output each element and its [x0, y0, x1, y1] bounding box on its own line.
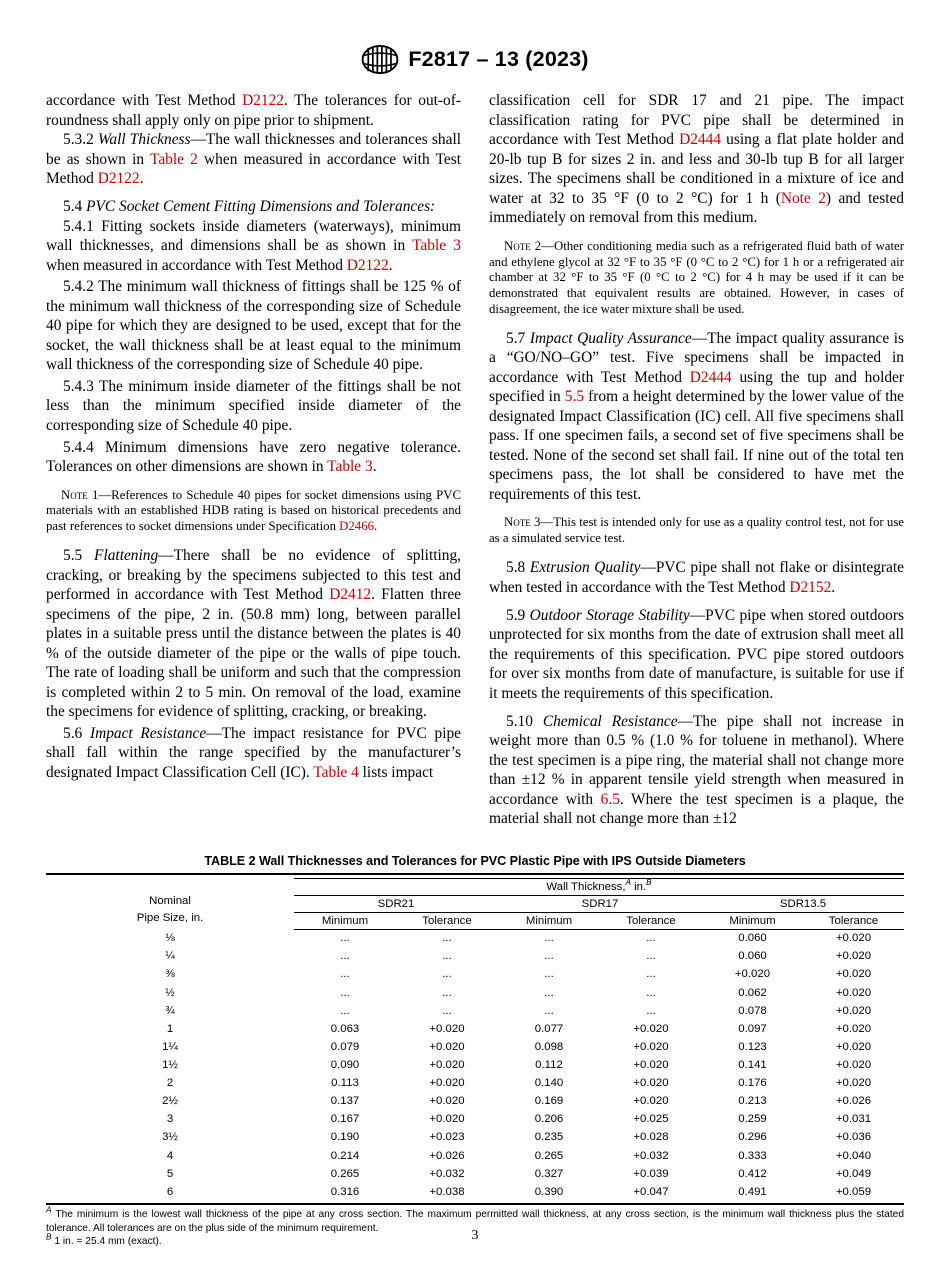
- table-row: [46, 930, 904, 949]
- text-run: . Where the test specimen is a plaque, the material shall not change more than ±12: [489, 790, 904, 828]
- cell-value: ...: [442, 1004, 452, 1017]
- text-run: classification cell for SDR 17 and 21 pipe. The impact classification rating for PVC pipe shall be determined in accordance with Test Method: [489, 92, 904, 149]
- table-row: [46, 1039, 904, 1057]
- column-header-minimum: Minimum: [498, 913, 600, 930]
- cell-value: ...: [544, 986, 554, 999]
- text-run: lists impact: [358, 763, 434, 781]
- ref-table-3[interactable]: Table 3: [327, 458, 373, 476]
- cell-value: +0.020: [835, 950, 872, 963]
- cell-value: ...: [340, 968, 350, 981]
- ref-d2122[interactable]: D2122: [346, 256, 389, 274]
- cell-value: ...: [442, 950, 452, 963]
- column-header-minimum: Minimum: [294, 913, 396, 930]
- cell-value: ...: [340, 1004, 350, 1017]
- spanner-label: Wall Thickness,: [546, 881, 626, 893]
- cell-value: ...: [544, 932, 554, 945]
- cell-value: +0.032: [429, 1167, 465, 1180]
- ref-table-4[interactable]: Table 4: [313, 763, 359, 781]
- cell-value: 0.123: [738, 1040, 767, 1053]
- cell-value: 0.412: [738, 1167, 767, 1180]
- text-run: —There shall be no evidence of splitting, cracking, or breaking by the specimens subjected to this test and performed in accordance with Test Method: [46, 546, 462, 604]
- cell-value: +0.020: [633, 1022, 669, 1035]
- note-number: 3: [530, 515, 541, 530]
- column-header-tolerance: Tolerance: [600, 913, 702, 930]
- text-run: —The impact resistance for PVC pipe shall fall within the range specified by the manufacturer’s designated Impact Classification Cell (IC).: [46, 724, 462, 781]
- note-2: [489, 239, 904, 318]
- cell-value: 0.062: [738, 986, 767, 999]
- cell-value: +0.026: [429, 1149, 465, 1162]
- section-number: 5.9: [506, 606, 530, 624]
- ref-d2122[interactable]: D2122: [242, 92, 284, 109]
- cell-value: +0.040: [835, 1149, 872, 1162]
- section-number: 5.5: [63, 546, 95, 564]
- paragraph-5-3-2: [46, 130, 461, 189]
- cell-value: +0.039: [633, 1167, 669, 1180]
- column-header-tolerance: Tolerance: [803, 913, 904, 930]
- cell-value: 0.079: [330, 1040, 360, 1053]
- spanner-row: [46, 879, 904, 896]
- cell-value: +0.020: [429, 1113, 465, 1126]
- section-number: 5.4: [63, 198, 87, 216]
- cell-pipe-size: ½: [165, 986, 175, 999]
- ref-d2122[interactable]: D2122: [97, 170, 140, 188]
- paragraph-5-4-4: [46, 438, 461, 477]
- cell-value: +0.020: [429, 1058, 465, 1071]
- cell-value: ...: [442, 968, 452, 981]
- cell-value: +0.020: [633, 1040, 669, 1053]
- cell-value: 0.060: [738, 932, 767, 945]
- paragraph-5-7: [489, 329, 904, 505]
- text-run: —This test is intended only for use as a quality control test, not for use as a simulated service test.: [489, 515, 904, 546]
- group-header-sdr17: SDR17: [498, 896, 702, 913]
- text-run: when measured in accordance with Test Method: [46, 150, 461, 188]
- paragraph-5-10: [489, 712, 904, 829]
- astm-logo-icon: [361, 44, 399, 75]
- cell-value: +0.020: [835, 968, 872, 981]
- cell-value: +0.020: [633, 1077, 669, 1090]
- table-row: [46, 1093, 904, 1111]
- text-run: —The impact quality assurance is a “GO/NO–GO” test. Five specimens shall be impacted in accordance with Test Method: [489, 329, 905, 386]
- group-header-sdr13-5: SDR13.5: [702, 896, 904, 913]
- text-run: .: [374, 519, 378, 534]
- section-title: Impact Resistance: [89, 724, 207, 742]
- text-run: 5.4.1 Fitting sockets inside diameters (waterways), minimum wall thicknesses, and dimensions shall be as shown in: [46, 217, 461, 255]
- cell-value: +0.036: [835, 1131, 872, 1144]
- paragraph-5-4: [46, 197, 461, 217]
- note-label: Note: [504, 515, 531, 530]
- cell-value: +0.032: [633, 1149, 669, 1162]
- text-run: accordance with Test Method: [46, 92, 243, 109]
- cell-value: +0.049: [835, 1167, 872, 1180]
- cell-pipe-size: 5: [166, 1167, 174, 1180]
- cell-value: +0.020: [429, 1077, 465, 1090]
- text-run: .: [388, 256, 393, 274]
- cell-value: 0.265: [534, 1149, 564, 1162]
- cell-value: 0.167: [330, 1113, 360, 1126]
- cell-pipe-size: ¼: [165, 950, 175, 963]
- page-header: [0, 44, 950, 75]
- cell-value: ...: [646, 986, 656, 999]
- ref-table-2[interactable]: Table 2: [150, 150, 198, 168]
- text-run: from a height determined by the lower value of the designated Impact Classification (IC) cell. All five specimens shall pass. If one specimen fails, a second set of five specimens shall be tested. None of the second set shall fail. If nine out of the total ten specimens pass, the lot shall be considered to have met the requirements of this test.: [489, 388, 905, 503]
- text-run: 5.4.4 Minimum dimensions have zero negative tolerance. Tolerances on other dimensions are shown in: [46, 438, 461, 476]
- section-title: Extrusion Quality: [529, 559, 641, 577]
- table-body: [46, 930, 904, 1205]
- cell-pipe-size: 1½: [162, 1058, 178, 1071]
- table-row: [46, 1147, 904, 1165]
- paragraph-continuation: [489, 91, 904, 228]
- text-run: —PVC pipe when stored outdoors unprotected for six months from the date of extrusion shall meet all the requirements of this specification. PVC pipe stored outdoors for over six months from date of manufacture, is suitable for use if it meets the requirements of this specification.: [489, 606, 905, 702]
- footnote-marker-a: A: [46, 1205, 52, 1216]
- text-run: —References to Schedule 40 pipes for socket dimensions using PVC materials with an established HDB rating is based on historical precedents and past references to socket dimensions under Specification: [46, 487, 461, 534]
- section-number: 5.6: [63, 724, 90, 742]
- ref-section-6-5[interactable]: 6.5: [600, 790, 620, 808]
- footnote-b-text: 1 in. = 25.4 mm (exact).: [51, 1236, 162, 1248]
- cell-value: 0.333: [738, 1149, 767, 1162]
- cell-value: +0.020: [429, 1095, 465, 1108]
- footnote-marker-a: A: [625, 878, 631, 888]
- cell-pipe-size: 4: [166, 1149, 174, 1162]
- cell-value: ...: [646, 950, 656, 963]
- table-title: TABLE 2 Wall Thicknesses and Tolerances for PVC Plastic Pipe with IPS Outside Diameters: [204, 854, 746, 868]
- cell-value: 0.097: [738, 1022, 767, 1035]
- paragraph-continuation: [46, 91, 461, 130]
- cell-value: 0.112: [535, 1058, 563, 1071]
- cell-value: ...: [340, 950, 350, 963]
- spanner-unit: in.: [630, 881, 647, 893]
- section-number: 5.3.2: [63, 131, 98, 149]
- table-header: [46, 874, 904, 930]
- ref-d2412[interactable]: D2412: [329, 586, 372, 604]
- left-column: [46, 91, 461, 841]
- cell-value: +0.025: [633, 1113, 669, 1126]
- cell-pipe-size: ⅛: [165, 932, 175, 945]
- cell-value: 0.060: [738, 950, 767, 963]
- paragraph-5-9: [489, 606, 904, 704]
- footnote-a-text: The minimum is the lowest wall thickness of the pipe at any cross section. The maximum permitted wall thickness, at any cross section, is the minimum wall thickness plus the stated tolerance. All tolerances are on the plus side of the minimum requirement.: [46, 1209, 904, 1234]
- cell-value: 0.316: [294, 1184, 396, 1205]
- paragraph-5-4-2: 5.4.2 The minimum wall thickness of fittings shall be 125 % of the minimum wall thickness of the corresponding size of Schedule 40 pipe for which they are designed to be used, except that for the socket, the wall thickness shall be at least equal to the minimum wall thickness of the corresponding size of Schedule 40 pipe.: [46, 278, 461, 374]
- cell-value: +0.031: [835, 1113, 872, 1126]
- cell-value: 0.077: [534, 1022, 564, 1035]
- cell-pipe-size: 3½: [162, 1131, 178, 1144]
- stub-header-line-1: Nominal: [149, 895, 191, 908]
- text-run: .: [372, 458, 377, 476]
- cell-value: +0.020: [835, 1040, 872, 1053]
- paragraph-5-5: [46, 546, 461, 722]
- spanner-wall-thickness: [294, 879, 904, 896]
- cell-value: 0.296: [738, 1131, 767, 1144]
- cell-value: 0.141: [738, 1058, 767, 1071]
- cell-value: 0.169: [534, 1095, 564, 1108]
- cell-value: 0.327: [534, 1167, 564, 1180]
- text-run: .: [831, 578, 836, 596]
- cell-value: 0.206: [534, 1113, 564, 1126]
- cell-value: 0.213: [738, 1095, 767, 1108]
- ref-section-5-5[interactable]: 5.5: [564, 388, 585, 406]
- cell-value: ...: [646, 932, 656, 945]
- section-title: Wall Thickness: [97, 131, 191, 149]
- table-row: [46, 984, 904, 1002]
- cell-pipe-size: ⅜: [165, 968, 175, 981]
- body-columns: [46, 91, 904, 841]
- cell-value: 0.113: [331, 1077, 359, 1090]
- standard-designation: F2817 – 13 (2023): [408, 47, 589, 71]
- table-row: [46, 1165, 904, 1183]
- cell-value: +0.038: [396, 1184, 498, 1205]
- cell-value: ...: [340, 932, 350, 945]
- table-2: [46, 873, 904, 1205]
- cell-pipe-size: 2: [166, 1077, 174, 1090]
- text-run: . The tolerances for out-of-roundness shall apply only on pipe prior to shipment.: [46, 92, 461, 129]
- text-run: —The wall thicknesses and tolerances shall be as shown in: [46, 131, 462, 168]
- table-2-container: [46, 854, 904, 1249]
- note-1: [46, 488, 461, 535]
- text-run: . Flatten three specimens of the pipe, 2 in. (50.8 mm) long, between parallel plates in a suitable press until the distance between the plates is 40 % of the outside diameter of the pipe or the walls of pipe touch. The rate of loading shall be uniform and such that the compression is completed within 2 to 5 min. On removal of the load, examine the specimens for evidence of splitting, cracking, or breaking.: [46, 586, 461, 721]
- cell-value: 0.098: [534, 1040, 564, 1053]
- paragraph-5-8: [489, 558, 904, 597]
- section-title: Outdoor Storage Stability: [529, 606, 690, 624]
- cell-value: +0.023: [429, 1131, 465, 1144]
- cell-value: 0.214: [330, 1149, 360, 1162]
- cell-value: ...: [544, 950, 554, 963]
- cell-value: +0.020: [835, 1004, 872, 1017]
- page-number: 3: [471, 1228, 479, 1243]
- text-run: when measured in accordance with Test Method: [46, 256, 347, 274]
- cell-value: ...: [442, 932, 452, 945]
- ref-table-3[interactable]: Table 3: [412, 237, 461, 255]
- cell-value: ...: [646, 968, 656, 981]
- cell-value: 0.390: [498, 1184, 600, 1205]
- cell-value: 0.265: [330, 1167, 360, 1180]
- stub-header-line-2: Pipe Size, in.: [136, 911, 204, 924]
- cell-value: 0.078: [738, 1004, 767, 1017]
- right-column: [489, 91, 904, 841]
- cell-value: +0.020: [633, 1095, 669, 1108]
- cell-pipe-size: 3: [166, 1113, 174, 1126]
- table-row: [46, 1075, 904, 1093]
- cell-pipe-size: 1: [166, 1022, 174, 1035]
- text-run: using the tup and holder specified in: [489, 368, 904, 406]
- ref-d2466[interactable]: D2466: [339, 519, 375, 534]
- ref-d2444[interactable]: D2444: [679, 131, 722, 149]
- table-row: [46, 1021, 904, 1039]
- ref-note-2[interactable]: Note 2: [780, 189, 826, 207]
- cell-value: +0.020: [429, 1040, 465, 1053]
- ref-d2444[interactable]: D2444: [689, 368, 732, 386]
- section-number: 5.7: [506, 329, 530, 347]
- cell-value: ...: [544, 1004, 554, 1017]
- cell-pipe-size: 2½: [162, 1095, 178, 1108]
- paragraph-5-6: [46, 724, 461, 783]
- note-number: 1: [87, 487, 99, 502]
- cell-value: +0.020: [835, 1022, 872, 1035]
- cell-value: ...: [544, 968, 554, 981]
- cell-value: +0.020: [835, 1077, 872, 1090]
- table-row: [46, 948, 904, 966]
- text-run: —Other conditioning media such as a refrigerated fluid bath of water and ethylene glycol at 32 °F to 35 °F (0 °C to 2 °C) for 1 h or a refrigerated air chamber at 32 °F to 35 °F (0 °C to 2 °C) for 4 h may be used if it can be demonstrated that equivalent results are obtained. However, in cases of disagreement, the ice water mixture shall be used.: [489, 238, 904, 316]
- cell-value: 0.140: [534, 1077, 564, 1090]
- cell-value: +0.020: [835, 1058, 872, 1071]
- table-row: [46, 1111, 904, 1129]
- text-run: —The pipe shall not increase in weight more than 0.5 % (1.0 % for toluene in methanol). Where the test specimen is a pipe ring, the material shall not change more than ±12 % in apparent tensile yield strength when measured in accordance with: [489, 712, 905, 808]
- cell-value: +0.059: [803, 1184, 904, 1205]
- cell-value: ...: [442, 986, 452, 999]
- footnote-marker-b: B: [46, 1231, 52, 1242]
- cell-value: 0.063: [330, 1022, 360, 1035]
- cell-value: 0.491: [702, 1184, 803, 1205]
- section-title: Flattening: [94, 546, 159, 564]
- cell-value: 0.090: [330, 1058, 360, 1071]
- cell-value: +0.020: [633, 1058, 669, 1071]
- text-run: using a flat plate holder and 20-lb tup B for sizes 2 in. and less and 30-lb tup B for all larger sizes. The specimens shall be conditioned in a mixture of ice and water at 32 to 35 °F (0 to 2 °C) for 1 h (: [489, 131, 904, 207]
- cell-pipe-size: 1¼: [162, 1040, 178, 1053]
- section-title: PVC Socket Cement Fitting Dimensions and Tolerances:: [86, 198, 436, 216]
- table-row: [46, 1129, 904, 1147]
- table-row: [46, 966, 904, 984]
- table-row: [46, 1002, 904, 1020]
- cell-value: 0.235: [534, 1131, 564, 1144]
- cell-value: 0.190: [330, 1131, 360, 1144]
- cell-value: ...: [340, 986, 350, 999]
- table-row: [46, 1184, 904, 1205]
- note-label: Note: [504, 238, 531, 253]
- text-run: .: [139, 170, 144, 188]
- cell-value: 0.176: [738, 1077, 767, 1090]
- footnote-marker-b: B: [646, 878, 652, 888]
- paragraph-5-4-3: 5.4.3 The minimum inside diameter of the fittings shall be not less than the minimum specified inside diameter of the corresponding size of Schedule 40 pipe.: [46, 377, 461, 434]
- note-label: Note: [61, 487, 88, 502]
- note-number: 2: [530, 238, 542, 253]
- stub-header: [46, 879, 294, 930]
- column-header-tolerance: Tolerance: [396, 913, 498, 930]
- section-number: 5.8: [506, 559, 530, 577]
- cell-value: ...: [646, 1004, 656, 1017]
- text-run: ) and tested immediately on removal from this medium.: [489, 189, 904, 227]
- cell-value: +0.020: [835, 986, 872, 999]
- cell-value: +0.047: [600, 1184, 702, 1205]
- cell-value: 0.259: [738, 1113, 767, 1126]
- cell-value: +0.020: [734, 968, 771, 981]
- cell-value: +0.020: [429, 1022, 465, 1035]
- section-number: 5.10: [506, 712, 543, 730]
- cell-value: +0.026: [835, 1095, 872, 1108]
- cell-value: 0.137: [330, 1095, 360, 1108]
- cell-value: +0.020: [835, 932, 872, 945]
- cell-value: +0.028: [633, 1131, 669, 1144]
- text-run: —PVC pipe shall not flake or disintegrate when tested in accordance with the Test Method: [489, 559, 904, 596]
- table-row: [46, 1057, 904, 1075]
- note-3: [489, 515, 904, 547]
- section-title: Chemical Resistance: [542, 712, 678, 730]
- ref-d2152[interactable]: D2152: [789, 578, 832, 596]
- column-header-minimum: Minimum: [702, 913, 803, 930]
- group-header-sdr21: SDR21: [294, 896, 498, 913]
- paragraph-5-4-1: [46, 217, 461, 276]
- cell-pipe-size: 6: [46, 1184, 294, 1205]
- section-title: Impact Quality Assurance: [529, 329, 692, 347]
- cell-pipe-size: ¾: [165, 1004, 175, 1017]
